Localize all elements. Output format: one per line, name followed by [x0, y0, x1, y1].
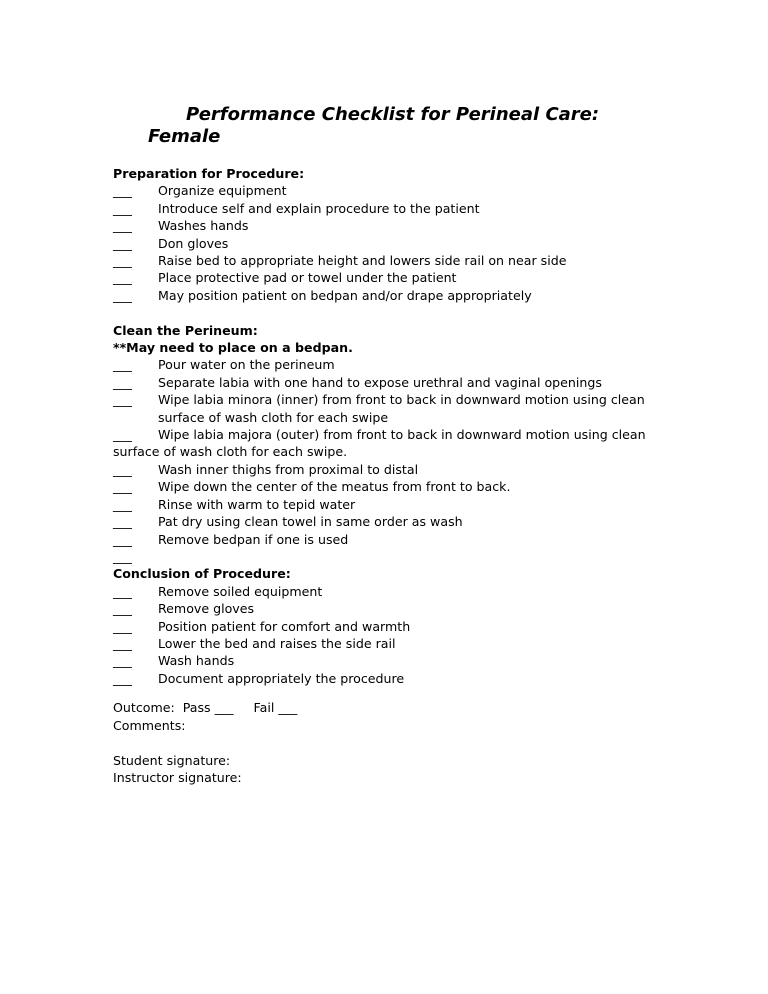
outcome-label: Outcome: — [113, 700, 175, 716]
checklist-item-text: Position patient for comfort and warmth — [158, 618, 411, 634]
check-blank: ___ — [113, 287, 132, 303]
check-blank: ___ — [113, 653, 132, 669]
checklist-item — [113, 652, 673, 669]
outcome-pass: Pass ___ — [182, 700, 234, 716]
checklist-item-text: Wipe down the center of the meatus from front to back. — [158, 479, 511, 495]
checklist-item-text: Introduce self and explain procedure to the patient — [158, 200, 480, 216]
checklist-item-text: Remove gloves — [158, 601, 255, 617]
check-blank: ___ — [113, 461, 132, 477]
checklist-item — [113, 531, 673, 548]
check-blank: ___ — [113, 618, 132, 634]
preparation-list — [113, 182, 673, 304]
checklist-item — [113, 252, 673, 269]
checklist-item-text: Separate labia with one hand to expose urethral and vaginal openings — [158, 374, 602, 390]
check-blank: ___ — [113, 514, 132, 530]
checklist-item-text: Don gloves — [158, 235, 229, 251]
checklist-item — [113, 356, 673, 373]
check-blank: ___ — [113, 235, 132, 251]
checklist-item — [113, 374, 673, 391]
page-title: Performance Checklist for Perineal Care: Female — [148, 104, 600, 147]
section-gap — [113, 548, 673, 565]
check-blank: ___ — [113, 479, 132, 495]
checklist-body — [113, 165, 673, 787]
checklist-item — [113, 635, 673, 652]
clean-perineum-heading: Clean the Perineum: — [113, 322, 258, 338]
checklist-item-text: Document appropriately the procedure — [158, 670, 405, 686]
check-blank: ___ — [113, 357, 132, 373]
checklist-item — [113, 287, 673, 304]
checklist-item — [113, 391, 673, 426]
checklist-item-text: Remove bedpan if one is used — [158, 531, 349, 547]
checklist-item-text: Pat dry using clean towel in same order as wash — [158, 514, 463, 530]
checklist-item — [113, 182, 673, 199]
check-blank: ___ — [113, 218, 132, 234]
checklist-item-text: Washes hands — [158, 218, 249, 234]
checklist-item — [113, 513, 673, 530]
checklist-item — [113, 618, 673, 635]
conclusion-heading: Conclusion of Procedure: — [113, 566, 291, 582]
check-blank: ___ — [113, 531, 132, 547]
check-blank: ___ — [113, 200, 132, 216]
preparation-heading: Preparation for Procedure: — [113, 166, 305, 181]
checklist-item-text: Raise bed to appropriate height and lowers side rail on near side — [158, 253, 567, 269]
section-gap — [113, 734, 673, 752]
bedpan-note: **May need to place on a bedpan. — [113, 340, 353, 356]
check-blank: ___ — [113, 374, 132, 390]
check-blank: ___ — [113, 253, 132, 269]
conclusion-list — [113, 583, 673, 687]
check-blank: ___ — [113, 270, 132, 286]
check-blank: ___ — [113, 583, 132, 599]
checklist-item-text: May position patient on bedpan and/or drape appropriately — [158, 287, 532, 303]
checklist-item — [113, 600, 673, 617]
section-gap — [113, 304, 673, 321]
checklist-item — [113, 496, 673, 513]
check-blank: ___ — [113, 392, 132, 408]
check-blank: ___ — [113, 548, 132, 564]
check-blank: ___ — [113, 670, 132, 686]
student-signature-label: Student signature: — [113, 752, 231, 768]
checklist-item — [113, 217, 673, 234]
checklist-item-text: Pour water on the perineum — [158, 357, 335, 373]
outcome-fail: Fail ___ — [253, 700, 298, 716]
checklist-item — [113, 670, 673, 687]
checklist-item-text: Organize equipment — [158, 183, 287, 199]
check-blank: ___ — [113, 427, 132, 443]
checklist-item-text: Wipe labia majora (outer) from front to back in downward motion using clean surface of wash cloth for each swipe. — [113, 427, 646, 460]
checklist-item-text: Place protective pad or towel under the patient — [158, 270, 457, 286]
section-gap — [113, 687, 673, 699]
checklist-item — [113, 583, 673, 600]
checklist-item — [113, 200, 673, 217]
check-blank: ___ — [113, 601, 132, 617]
checklist-item-text: Wash hands — [158, 653, 235, 669]
outcome-row — [113, 699, 673, 716]
checklist-item-text: Wash inner thighs from proximal to distal — [158, 461, 419, 477]
check-blank: ___ — [113, 635, 132, 651]
clean-perineum-list — [113, 356, 673, 564]
checklist-item-text: Remove soiled equipment — [158, 583, 323, 599]
checklist-item — [113, 426, 673, 461]
instructor-signature-label: Instructor signature: — [113, 770, 242, 786]
checklist-item-text: Wipe labia minora (inner) from front to back in downward motion using clean surface of wash cloth for each swipe — [158, 392, 645, 425]
check-blank: ___ — [113, 496, 132, 512]
comments-label: Comments: — [113, 717, 186, 733]
checklist-item — [113, 269, 673, 286]
checklist-item-text: Rinse with warm to tepid water — [158, 496, 356, 512]
checklist-item — [113, 461, 673, 478]
checklist-item-text: Lower the bed and raises the side rail — [158, 635, 396, 651]
checklist-item — [113, 478, 673, 495]
checklist-item — [113, 235, 673, 252]
check-blank: ___ — [113, 183, 132, 199]
